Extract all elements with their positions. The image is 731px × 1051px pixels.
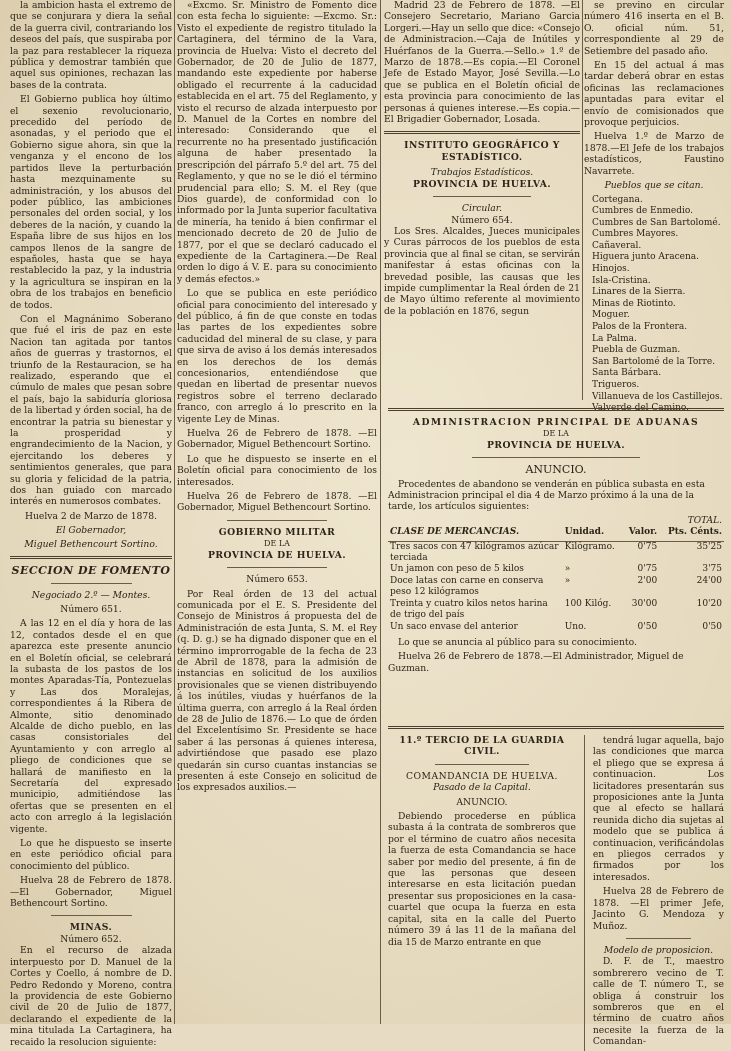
divider [388,726,724,729]
table-cell-unidad: » [564,564,571,575]
paragraph: Lo que he dispuesto se inserte en el Boletín oficial para conocimiento de los interesados. [177,453,377,488]
signature-title: El Gobernador, [55,525,127,537]
town-list-item: Linares de la Sierra. [592,287,686,298]
town-list-item: Palos de la Frontera. [592,322,688,333]
town-list-item: Cortegana. [592,194,643,205]
divider [227,520,327,521]
table-cell-total: 35'25 [696,541,722,552]
section-heading: 11.º TERCIO DE LA GUARDIA CIVIL. [399,735,565,758]
section-heading: PROVINCIA DE HUELVA. [412,178,552,190]
subheading: Modelo de proposicion. [603,944,714,956]
column-rule [380,0,381,1024]
paragraph: En el recurso de alzada interpuesto por D. Manuel de la Cortes y Coello, á nombre de D. Pedro Redondo y Moreno, contra la providencia de este Gobierno civil de 20 de Julio de 1877, declarando el expediente de la mina titulada La Cartaginera, ha recaido la resolucion siguiente: [10,945,172,1048]
divider [433,196,531,197]
dateline: Huelva 2 de Marzo de 1878. [24,510,157,522]
table-cell-clase: Un jamon con peso de 5 kilos [390,564,524,575]
divider [51,915,132,916]
paragraph: Huelva 26 de Febrero de 1878. —El Gobernador, Miguel Bethencourt Sortino. [177,491,377,514]
town-list-item: Valverde del Camino. [592,403,689,414]
town-list-item: San Bartolomé de la Torre. [592,356,716,367]
paragraph: En 15 del actual á mas tardar deberá obrar en estas oficinas las reclamaciones apuntadas para evitar el envío de comisionados que provoque perjuicios. [584,60,724,129]
section-heading: INSTITUTO GEOGRÁFICO Y ESTADÍSTICO. [404,140,560,163]
table-cell-unidad: Uno. [564,621,587,632]
column-rule [584,735,585,1051]
table-cell-total: 0'50 [702,621,722,632]
table-cell-clase: Treinta y cuatro kilos netos harina de trigo del país [390,598,548,621]
paragraph: A las 12 en el día y hora de las 12, contados desde el en que aparezca este presente anuncio en el Boletín oficial, se celebrará la subasta de los pastos de los montes Aparadas-Tía, Pontezuelas y Las dos Moralejas, correspondientes á la Ribera de Almonte, sitio denominado Alcalde de dicho pueblo, en las casas consistoriales del Ayuntamiento y con arreglo al pliego de condiciones que se hallará de manifiesto en la Secretaría del expresado municipio, admitiéndose las ofertas que se presenten en el acto con arreglo á la legislación vigente. [10,618,172,835]
paragraph: Debiendo procederse en pública subasta á la contrata de sombreros que por el término de cuatro años necesita la fuerza de esta Comandancia se hace saber por medio del presente, á fin de que las personas que deseen interesarse en esta licitación puedan presentar sus proposiciones en la casa-cuartel que ocupa la fuerza en esta capital, sita en la calle del Puerto número 39 á las 11 de la mañana del dia 15 de Marzo entrante en que [388,811,576,948]
table-cell-unidad: Kilógramo. [564,541,615,552]
column-2 [177,0,377,1024]
column-header: Pts. Cénts. [659,527,724,541]
paragraph: Huelva 28 de Febrero de 1878. —El primer Jefe, Jacinto G. Mendoza y Muñoz. [592,886,724,932]
paragraph: Procedentes de abandono se venderán en pública subasta en esta Administracion principal el dia 4 de Marzo próximo á la una de la tarde, los artículos siguientes: [388,478,705,513]
table-row [388,541,724,564]
column-header: Valor. [623,527,659,541]
section-heading: GOBIERNO MILITAR [218,526,336,538]
table-cell-unidad: 100 Kilóg. [564,598,612,609]
table-cell-valor: 0'75 [637,541,658,552]
paragraph: Huelva 1.º de Marzo de 1878.—El Jefe de los trabajos estadísticos, Faustino Navarrete. [584,131,724,177]
column-3 [384,0,580,400]
notice-title: ANUNCIO. [456,796,508,808]
town-list-item: Villanueva de los Castillejos. [592,391,723,402]
table-row [388,622,724,633]
paragraph: Lo que se anuncia al público para su conocimiento. [398,636,637,648]
table-cell-total: 10'20 [696,598,722,609]
section-heading: SECCION DE FOMENTO [11,564,171,578]
town-list-item: Isla-Cristina. [592,275,651,286]
table-cell-clase: Un saco envase del anterior [390,621,518,632]
customs-notice [388,402,724,677]
divider [227,567,327,568]
paragraph: Huelva 26 de Febrero de 1878. —El Gobernador, Miguel Bethencourt Sortino. [177,428,377,451]
subheading: Pasado de la Capital. [433,782,531,794]
town-list-item: Trigueros. [592,380,640,390]
divider [626,938,692,939]
town-list-item: Cumbres de Enmedio. [592,206,694,217]
paragraph: Lo que se publica en este periódico oficial para conocimiento del interesado y del público, á fin de que conste en todas las partes de los expedientes sobre caducidad del mineral de su clase, y para que sirva de aviso á los demás interesados en los derechos de los demás concesionarios, entendiéndose que quedan en libertad de presentar nuevos registros sobre el terreno declarado franco, con arreglo á lo prescrito en la vigente Ley de Minas. [177,288,377,425]
table-cell-total: 24'00 [696,575,722,586]
section-heading: ADMINISTRACION PRINCIPAL DE ADUANAS [412,417,700,428]
notice-number: Número 652. [60,933,122,945]
total-header: TOTAL. [687,515,722,526]
paragraph: El Gobierno publica hoy último el sexenio revolucionario, precedido del período de asonadas, y el periodo que el Gobierno sigue ahora, sin que la venganza y el encono de los partidos lleve la perturbación hasta mezquinamente su administración, y los abusos del poder público, las ambiciones personales del orden social, y los deberes de la nación, y cuando la España libre de sus hijos en los campos llenos de la sangre de españoles, hasta que se haya restablecido la paz, y la industria y la agricultura se inspiran en la obra de los trabajos en beneficio de todos. [10,94,172,311]
paragraph: Huelva 26 de Febrero de 1878.—El Administrador, Miguel de Guzman. [388,651,684,674]
subheading: Trabajos Estadísticos. [430,167,534,179]
town-list-item: Cañaveral. [592,240,642,251]
divider [384,131,580,134]
section-heading: COMANDANCIA DE HUELVA. [405,770,558,782]
column-4 [584,0,724,414]
divider [388,408,724,411]
paragraph: Los Sres. Alcaldes, Jueces municipales y Curas párrocos de los pueblos de esta provincia que al final se citan, se servirán manifestar á estas oficinas con la brevedad posible, las causas que les impide cumplimentar la Real órden de 21 de Mayo último referente al movimiento de la población en 1876, segun [384,225,580,317]
town-list [584,195,724,415]
subheading: Circular. [461,203,503,215]
subheading: Negociado 2.º — Montes. [31,589,151,601]
column-1 [10,0,172,1048]
table-cell-total: 3'75 [702,564,722,575]
column-rule [174,0,175,1024]
divider [51,583,132,584]
notice-title: ANUNCIO. [525,463,587,477]
section-heading-connector: DE LA [543,429,569,439]
town-list-item: Hinojos. [592,264,630,275]
table-cell-valor: 0'50 [637,621,658,632]
town-list-item: La Palma. [592,333,637,344]
table-cell-unidad: » [564,575,571,586]
subheading: Pueblos que se citan. [604,180,704,192]
column-header: Unidad. [563,527,623,541]
signature-name: Miguel Bethencourt Sortino. [24,538,158,550]
town-list-item: Puebla de Guzman. [592,345,681,356]
table-cell-clase: Tres sacos con 47 kilógramos azúcar terciada [390,541,559,564]
column-header: CLASE DE MERCANCIAS. [388,527,563,541]
guard-left-column [388,735,576,1051]
paragraph: Madrid 23 de Febrero de 1878. —El Consejero Secretario, Mariano Garcia Lorgeri.—Hay un sello que dice: «Consejo de Administracion.—Caja de Inútiles y Huérfanos de la Guerra.—Sello.» 1.º de Marzo de 1878.—Es copia.—El Coronel Jefe de Estado Mayor, José Sevilla.—Lo que se publica en el Boletín oficial de esta provincia para conocimiento de las personas á quienes interese.—Es copia.—El Brigadier Gobernador, Losada. [384,0,580,126]
town-list-item: Cumbres Mayores. [592,229,679,240]
town-list-item: Moguer. [592,310,630,321]
notice-number: Número 653. [246,574,308,586]
table-cell-valor: 0'75 [637,564,658,575]
town-list-item: Minas de Riotinto. [592,298,676,309]
section-heading: PROVINCIA DE HUELVA. [486,439,626,451]
guard-right-column [593,735,724,1051]
column-rule [582,0,583,400]
paragraph: la ambicion hasta el extremo de que se conjurara y diera la señal de la guerra civil, contrariando los deseos del país, que suspiraba por la paz para restablecer la riqueza pública y demostrar también que aquel sus opiniones, rechazan las bases de la contrata. [10,0,172,91]
paragraph: «Excmo. Sr. Ministro de Fomento dice con esta fecha lo siguiente: —Excmo. Sr.: Visto el expediente de registro titulado la Cartaginera, del término de la Vara, provincia de Huelva: Visto el decreto del Gobernador, de 20 de Julio de 1877, mandando este expediente por haberse obligado el recurrente á la caducidad establecida en el art. 75 del Reglamento, y visto el recurso de alzada interpuesto por D. Manuel de la Cortes en nombre del interesado: Considerando que el recurrente no ha presentado justificación alguna de haber presentado la prescripción del párrafo 5.º del art. 75 del Reglamento, y que no se le dió el término prudencial para ello; S. M. el Rey (que Dios guarde), de conformidad con lo informado por la Junta superior facultativa de minería, ha tenido á bien confirmar el mencionado decreto de 20 de Julio de 1877, por el que se declaró caducado el expediente de la Cartaginera.—De Real orden lo digo á V. E. para su conocimiento y demás efectos.» [177,0,377,285]
paragraph: Lo que he dispuesto se inserte en este periódico oficial para conocimiento del público. [10,838,172,872]
paragraph: se previno en circular número 416 inserta en el B. O. oficial núm. 51, correspondiente al 29 de Setiembre del pasado año. [584,0,724,57]
paragraph: Por Real órden de 13 del actual comunicada por el E. S. Presidente del Consejo de Ministros á propuesta del de Administración de esta Junta, S. M. el Rey (q. D. g.) se ha dignado disponer que en el término improrrogable de la fecha de 23 de Abril de 1878, para la admisión de instancias en solicitud de los auxilios provisionales que se vienen distribuyendo á los inútiles, viudas y huérfanos de la última guerra, con arreglo á la Real órden de 28 de Julio de 1876.— Lo que de órden del Excelentísimo Sr. Presidente se hace saber á las personas á quienes interesa, advirtiéndose que pasado ese plazo quedarán sin curso cuantas instancias se presenten á este Consejo en solicitud de los expresados auxilios.— [177,588,377,794]
notice-number: Número 651. [60,603,122,615]
town-list-item: Higuera junto Aracena. [592,252,699,263]
divider [10,556,172,559]
town-list-item: Santa Bárbara. [592,368,662,379]
goods-table [388,516,724,633]
table-row [388,599,724,622]
table-cell-clase: Doce latas con carne en conserva peso 12 kilógramos [390,575,544,598]
paragraph: D. F. de T., maestro sombrerero vecino de T. calle de T. número T., se obliga á construir los sombreros que en el término de cuatro años necesite la fuerza de la Comandan- [592,956,724,1048]
table-cell-valor: 30'00 [631,598,658,609]
paragraph: Huelva 28 de Febrero de 1878. —El Gobernador, Miguel Bethencourt Sortino. [10,875,172,910]
section-heading: MINAS. [69,922,113,934]
divider [472,457,640,458]
table-row [388,564,724,575]
section-heading-connector: DE LA [264,539,290,549]
notice-number: Número 654. [451,214,513,226]
paragraph: Con el Magnánimo Soberano que fué el iris de paz en este Nacion tan agitada por tantos años de guerras y trastornos, el triunfo de la Restauracion, se ha realizado, esperando que el cúmulo de males que pesan sobre el país, bajo la sabiduría gloriosa de la libertad y órden social, ha de encontrar la patria su bienestar y la prosperidad y engrandecimiento de la Nacion, y ejercitando los deberes y sentimientos generales, que para su gloria y felicidad de la patria, dos han guiado con marcado interés en numerosos combates. [10,313,172,508]
table-row [388,576,724,599]
paragraph: tendrá lugar aquella, bajo las condiciones que marca el pliego que se expresa á continuacion. Los licitadores presentarán sus proposiciones ante la Junta que al efecto se hallará reunida dicho dia sujetas al modelo que se publica á continuacion, verificándolas en pliegos cerrados y firmados por los interesados. [592,735,724,883]
town-list-item: Cumbres de San Bartolomé. [592,217,721,228]
civil-guard-notice [388,720,724,1051]
divider [435,764,529,765]
section-heading: PROVINCIA DE HUELVA. [207,549,347,561]
table-cell-valor: 2'00 [637,575,658,586]
